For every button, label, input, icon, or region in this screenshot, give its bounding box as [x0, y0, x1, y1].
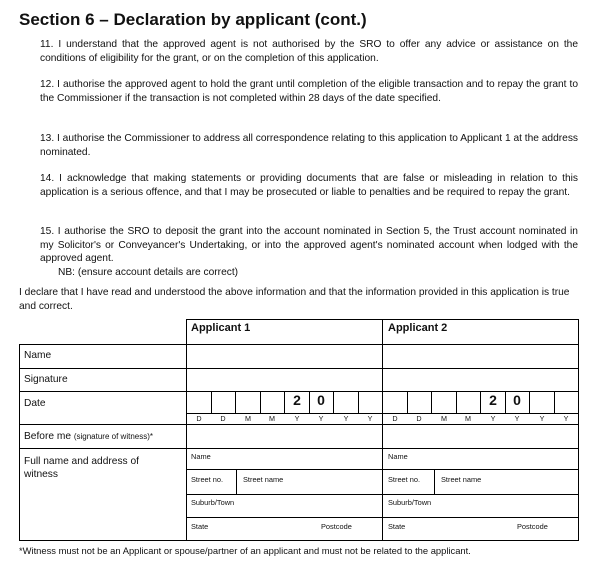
date-box-divider — [260, 391, 261, 413]
declaration-item-13 — [40, 132, 578, 159]
date-format-letter: Y — [539, 414, 545, 423]
witness-name-sublabel: Name — [191, 452, 211, 461]
date-format-letter: Y — [514, 414, 520, 423]
applicant-2-name-field[interactable] — [383, 345, 578, 368]
date-century-digit: 2 — [489, 392, 497, 408]
street-divider — [236, 469, 237, 494]
date-format-letter: D — [196, 414, 202, 423]
street-name-sublabel: Street name — [441, 475, 482, 484]
date-format-letter: M — [245, 414, 251, 423]
item-text: I acknowledge that making statements or providing documents that are false or misleading in relation to this application is a serious offence, and that I may be prosecuted or liable to penalties and be required to repay the grant. — [40, 173, 578, 198]
state-sublabel: State — [388, 522, 406, 531]
date-box-divider — [358, 391, 359, 413]
applicant-1-witness-signature-field[interactable] — [187, 425, 382, 448]
street-name-sublabel: Street name — [243, 475, 284, 484]
date-format-letter: M — [269, 414, 275, 423]
date-format-letter: M — [465, 414, 471, 423]
postcode-sublabel: Postcode — [517, 522, 548, 531]
declaration-statement: I declare that I have read and understood the above information and that the information provided in this application is true and correct. — [19, 287, 570, 312]
date-box-divider — [431, 391, 432, 413]
item-text: I authorise the SRO to deposit the grant into the account nominated in Section 5, the Trust account nominated in my Solicitor's or Conveyancer's Undertaking, or into the approved agent's nominated account when lodged with the approved agent. — [40, 226, 578, 264]
applicant-2-witness-signature-field[interactable] — [383, 425, 578, 448]
witness-footnote: *Witness must not be an Applicant or spouse/partner of an applicant and must not be related to the applicant. — [19, 545, 471, 556]
applicant-1-header: Applicant 1 — [191, 322, 251, 334]
date-century-digit: 0 — [513, 392, 521, 408]
postcode-sublabel: Postcode — [321, 522, 352, 531]
date-format-letter: D — [416, 414, 422, 423]
date-label: Date — [24, 398, 46, 409]
table-left-border — [19, 344, 20, 541]
date-box-divider — [456, 391, 457, 413]
applicant-2-header: Applicant 2 — [388, 322, 448, 334]
table-row-border — [19, 448, 579, 449]
date-format-letter: D — [392, 414, 398, 423]
date-format-letter: D — [220, 414, 226, 423]
item-number: 11. — [40, 39, 54, 50]
street-no-sublabel: Street no. — [191, 475, 224, 484]
declaration-item-12 — [40, 78, 578, 105]
date-box-divider — [333, 391, 334, 413]
item-number: 12. — [40, 79, 55, 90]
before-me-note: (signature of witness)* — [73, 432, 153, 441]
suburb-sublabel: Suburb/Town — [191, 498, 235, 507]
date-format-letter: M — [441, 414, 447, 423]
date-format-letter: Y — [490, 414, 496, 423]
date-box-divider — [554, 391, 555, 413]
item-number: 13. — [40, 133, 55, 144]
street-no-sublabel: Street no. — [388, 475, 421, 484]
date-box-divider — [235, 391, 236, 413]
item-number: 15. — [40, 226, 55, 237]
date-format-letter: Y — [367, 414, 373, 423]
applicant-1-name-field[interactable] — [187, 345, 382, 368]
declaration-item-11 — [40, 38, 578, 65]
applicant-1-signature-field[interactable] — [187, 369, 382, 391]
date-box-divider — [529, 391, 530, 413]
item-number: 14. — [40, 173, 55, 184]
date-format-letter: Y — [294, 414, 300, 423]
witness-name-sublabel: Name — [388, 452, 408, 461]
date-format-letter: Y — [318, 414, 324, 423]
date-format-letter: Y — [563, 414, 569, 423]
section-title: Section 6 – Declaration by applicant (cont.) — [19, 10, 367, 29]
suburb-sublabel: Suburb/Town — [388, 498, 432, 507]
item-text: I authorise the approved agent to hold the grant until completion of the eligible transaction and to repay the grant to the Commissioner if the transaction is not completed within 28 days of the date specified. — [40, 79, 578, 104]
before-me-text: Before me — [24, 431, 71, 442]
declaration-item-15 — [40, 225, 578, 279]
date-century-digit: 0 — [317, 392, 325, 408]
nb-note: NB: (ensure account details are correct) — [58, 266, 239, 278]
applicant-2-signature-field[interactable] — [383, 369, 578, 391]
witness-label: Full name and address of witness — [24, 456, 139, 480]
item-text: I understand that the approved agent is not authorised by the SRO to offer any advice or assistance on the conditions of eligibility for the grant, or on the completion of this application. — [40, 39, 578, 64]
table-bottom-border — [19, 540, 579, 541]
item-text: I authorise the Commissioner to address all correspondence relating to this application to Applicant 1 at the address nominated. — [40, 133, 579, 158]
date-format-letter: Y — [343, 414, 349, 423]
state-sublabel: State — [191, 522, 209, 531]
date-box-divider — [407, 391, 408, 413]
table-right-border — [578, 319, 579, 541]
date-box-divider — [211, 391, 212, 413]
name-label: Name — [24, 350, 52, 361]
signature-label: Signature — [24, 374, 68, 385]
before-me-label — [24, 431, 153, 442]
street-divider — [434, 469, 435, 494]
declaration-item-14 — [40, 172, 578, 199]
date-century-digit: 2 — [293, 392, 301, 408]
